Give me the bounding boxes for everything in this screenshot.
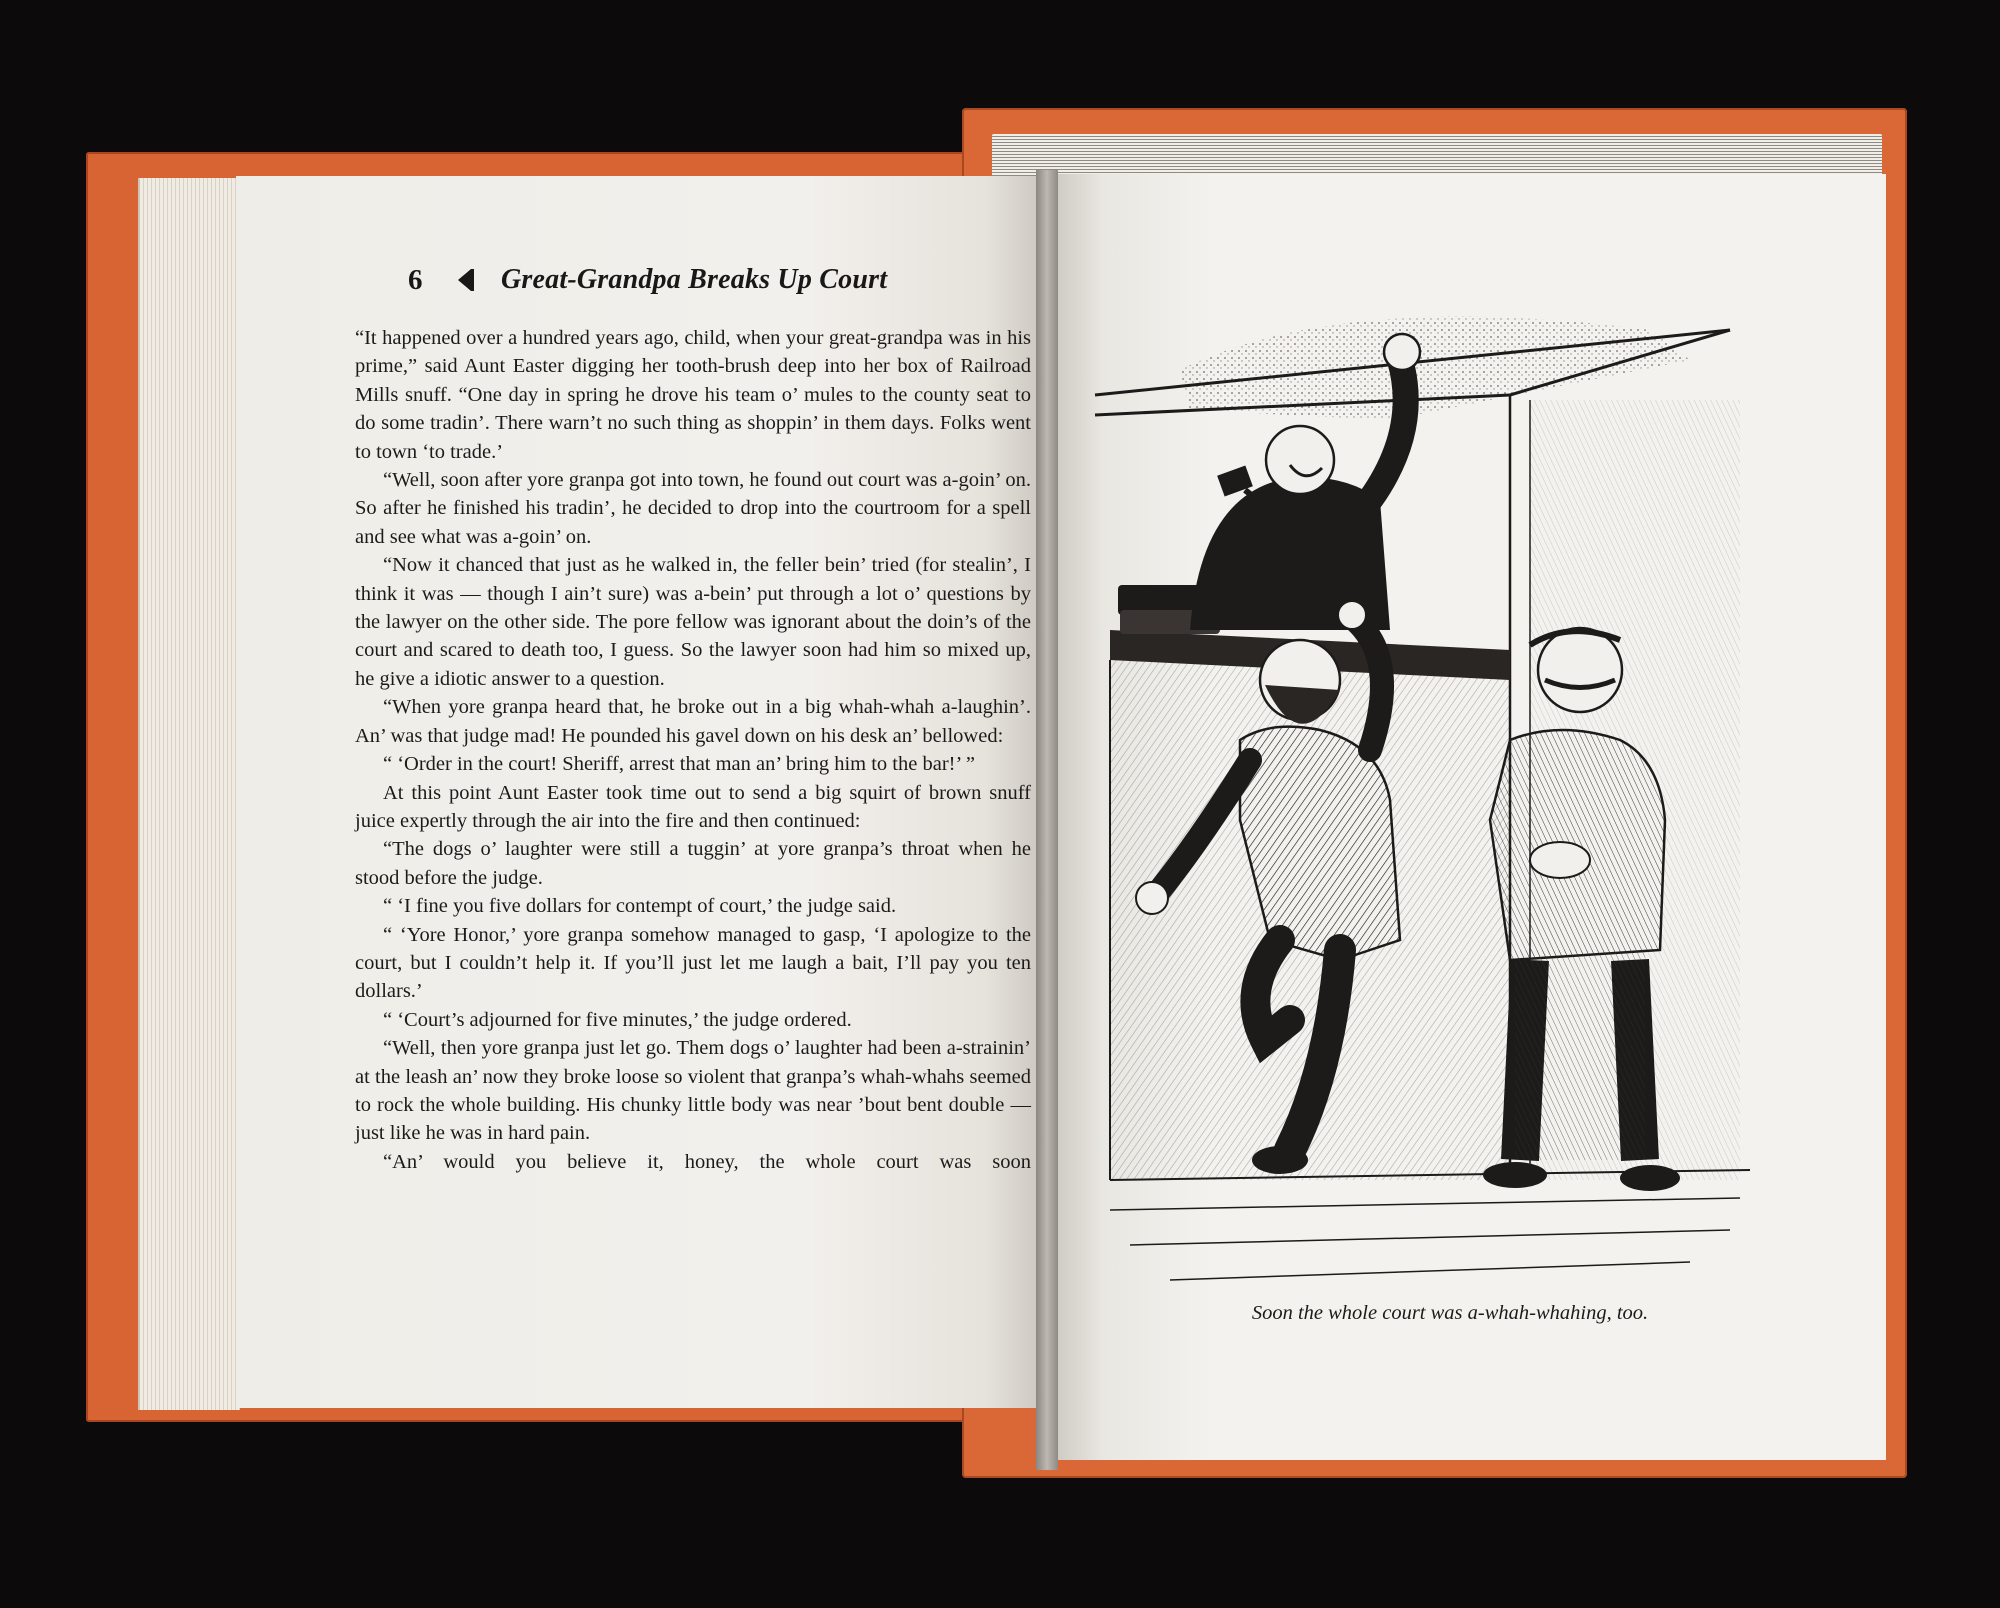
- paragraph: “It happened over a hundred years ago, child, when your great-grandpa was in his prime,” said Aunt Easter digging her tooth-brush deep into her box of Railroad Mills snuff. “One day in spring he drove his team o’ mules to the county seat to do some tradin’. There warn’t no such thing as shoppin’ in them days. Folks went to town ‘to trade.’: [355, 327, 1031, 463]
- chapter-number: 6: [408, 263, 423, 296]
- page-edges-top: [992, 134, 1882, 176]
- chapter-heading: [408, 258, 1028, 302]
- paragraph: “Now it chanced that just as he walked in, the feller bein’ tried (for stealin’, I think it was — though I ain’t sure) was a-bein’ put through a lot o’ questions by the lawyer on the other side. The pore fellow was ignorant about the doin’s of the court and scared to death too, I guess. So the lawyer soon had him so mixed up, he give a idiotic answer to a question.: [355, 554, 1031, 690]
- paragraph: “An’ would you believe it, honey, the whole court was soon: [383, 1150, 1031, 1173]
- book-gutter: [1036, 170, 1058, 1470]
- paragraph: “Well, then yore granpa just let go. Them dogs o’ laughter had been a-strainin’ at the leash an’ now they broke loose so violent that granpa’s whah-whahs seemed to rock the whole building. His chunky little body was near ’bout bent double — just like he was in hard pain.: [355, 1037, 1031, 1145]
- paragraph: “The dogs o’ laughter were still a tuggin’ at yore granpa’s throat when he stood before the judge.: [355, 838, 1031, 889]
- illustration-caption: Soon the whole court was a-whah-whahing, too.: [1251, 1302, 1649, 1324]
- body-text: [355, 324, 1031, 1176]
- page-edges-left: [138, 178, 240, 1410]
- paragraph: “ ‘Yore Honor,’ yore granpa somehow managed to gasp, ‘I apologize to the court, but I couldn’t help it. If you’ll just let me laugh a bait, I’ll pay you ten dollars.’: [355, 923, 1031, 1003]
- paragraph: “ ‘Court’s adjourned for five minutes,’ the judge ordered.: [383, 1008, 852, 1031]
- chapter-title: Great-Grandpa Breaks Up Court: [501, 264, 888, 295]
- courtroom-illustration: [1090, 300, 1790, 1290]
- paragraph: At this point Aunt Easter took time out to send a big squirt of brown snuff juice expertly through the air into the fire and then continued:: [355, 781, 1031, 832]
- chapter-arrow-icon: [458, 269, 471, 291]
- paragraph: “When yore granpa heard that, he broke out in a big whah-whah a-laughin’. An’ was that judge mad! He pounded his gavel down on his desk an’ bellowed:: [355, 696, 1031, 747]
- paragraph: “ ‘I fine you five dollars for contempt of court,’ the judge said.: [383, 895, 897, 918]
- paragraph: “ ‘Order in the court! Sheriff, arrest that man an’ bring him to the bar!’ ”: [383, 753, 975, 776]
- paragraph: “Well, soon after yore granpa got into town, he found out court was a-goin’ on. So after he finished his tradin’, he decided to drop into the courtroom for a spell and see what was a-goin’ on.: [355, 469, 1031, 548]
